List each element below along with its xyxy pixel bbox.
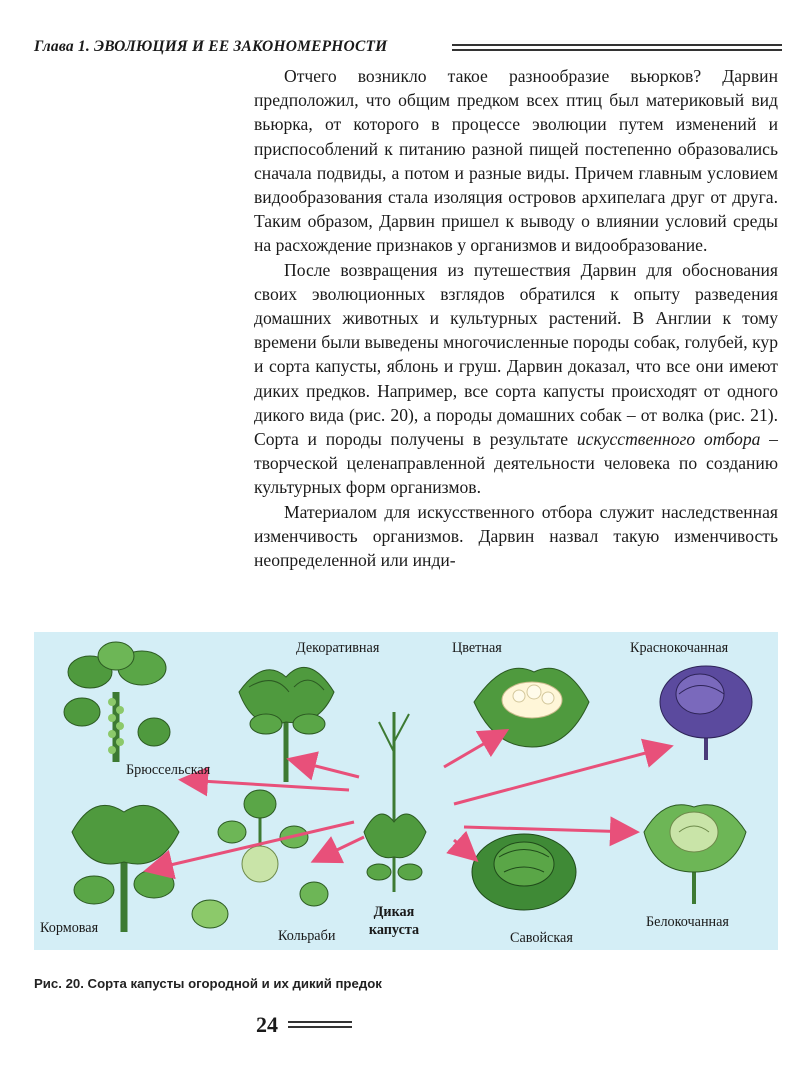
figure-caption: Рис. 20. Сорта капусты огородной и их дикий предок bbox=[34, 976, 382, 991]
cabbage-varieties-figure bbox=[34, 632, 778, 950]
paragraph-2-end: – творческой целенаправленной деятельности человека по созданию культурных форм организмов. bbox=[254, 429, 778, 498]
chapter-title: Глава 1. ЭВОЛЮЦИЯ И ЕЕ ЗАКОНОМЕРНОСТИ bbox=[34, 38, 388, 55]
label-red: Краснокочанная bbox=[630, 640, 729, 656]
page-number-rule bbox=[288, 1021, 352, 1031]
brussels-sprouts-plant bbox=[64, 642, 170, 762]
label-brussels: Брюссельская bbox=[126, 762, 211, 778]
paragraph-3: Материалом для искусственного отбора служит наследственная изменчивость организмов. Дарвин назвал такую изменчивость неопределенной или инди- bbox=[254, 501, 778, 571]
fodder-cabbage-plant bbox=[72, 805, 179, 932]
page-header bbox=[34, 36, 779, 62]
red-cabbage-plant bbox=[660, 666, 752, 760]
arrow-to-red bbox=[454, 747, 668, 804]
savoy-cabbage-plant bbox=[472, 834, 576, 910]
paragraph-1: Отчего возникло такое разнообразие вьюрков? Дарвин предположил, что общим предком всех птиц был материковый вид вьюрка, от которого в процессе эволюции путем изменений и приспособлений к питанию разной пищей постепенно образовались сначала подвиды, а потом и разные виды. Причем главным условием видообразования стала изоляция островов архипелага друг от друга. Таким образом, Дарвин пришел к выводу о влиянии условий среды на расхождение признаков у организмов и видообразование. bbox=[254, 66, 778, 256]
paragraph-2-start: После возвращения из путешествия Дарвин для обоснования своих эволюционных взглядов обратился к опыту разведения домашних животных и культурных растений. В Англии к тому времени были выведены многочисленные породы собак, голубей, кур и сорта капусты, яблонь и груш. Дарвин доказал, что все они имеют диких предков. Например, все сорта капусты происходят от одного дикого вида (рис. 20), а породы домашних собак – от волка (рис. 21). Сорта и породы получены в результате bbox=[254, 259, 778, 450]
label-kohlrabi: Кольраби bbox=[278, 928, 336, 944]
cauliflower-plant bbox=[474, 668, 589, 747]
body-text bbox=[254, 64, 778, 572]
header-rule bbox=[452, 44, 782, 54]
label-white: Белокочанная bbox=[646, 914, 729, 930]
paragraph-2 bbox=[254, 258, 778, 500]
arrow-to-cauliflower bbox=[444, 732, 504, 767]
label-savoy: Савойская bbox=[510, 930, 573, 946]
label-wild-1: Дикая bbox=[373, 904, 415, 920]
label-decorative: Декоративная bbox=[296, 640, 380, 656]
page-number: 24 bbox=[256, 1012, 278, 1037]
arrow-to-savoy bbox=[454, 840, 474, 858]
arrow-to-white bbox=[464, 827, 634, 832]
decorative-cabbage-plant bbox=[239, 667, 334, 782]
arrow-to-kohlrabi bbox=[316, 837, 364, 860]
artificial-selection-term: искусственного отбора bbox=[576, 429, 761, 450]
label-cauliflower: Цветная bbox=[452, 640, 502, 656]
arrow-to-decorative bbox=[292, 760, 359, 777]
label-fodder: Кормовая bbox=[40, 920, 99, 936]
kohlrabi-plant bbox=[192, 790, 328, 928]
white-cabbage-plant bbox=[644, 805, 746, 904]
label-wild-2: капуста bbox=[368, 922, 420, 938]
wild-cabbage-plant bbox=[364, 712, 426, 892]
arrow-to-brussels bbox=[184, 780, 349, 790]
figure-illustration bbox=[34, 632, 778, 950]
